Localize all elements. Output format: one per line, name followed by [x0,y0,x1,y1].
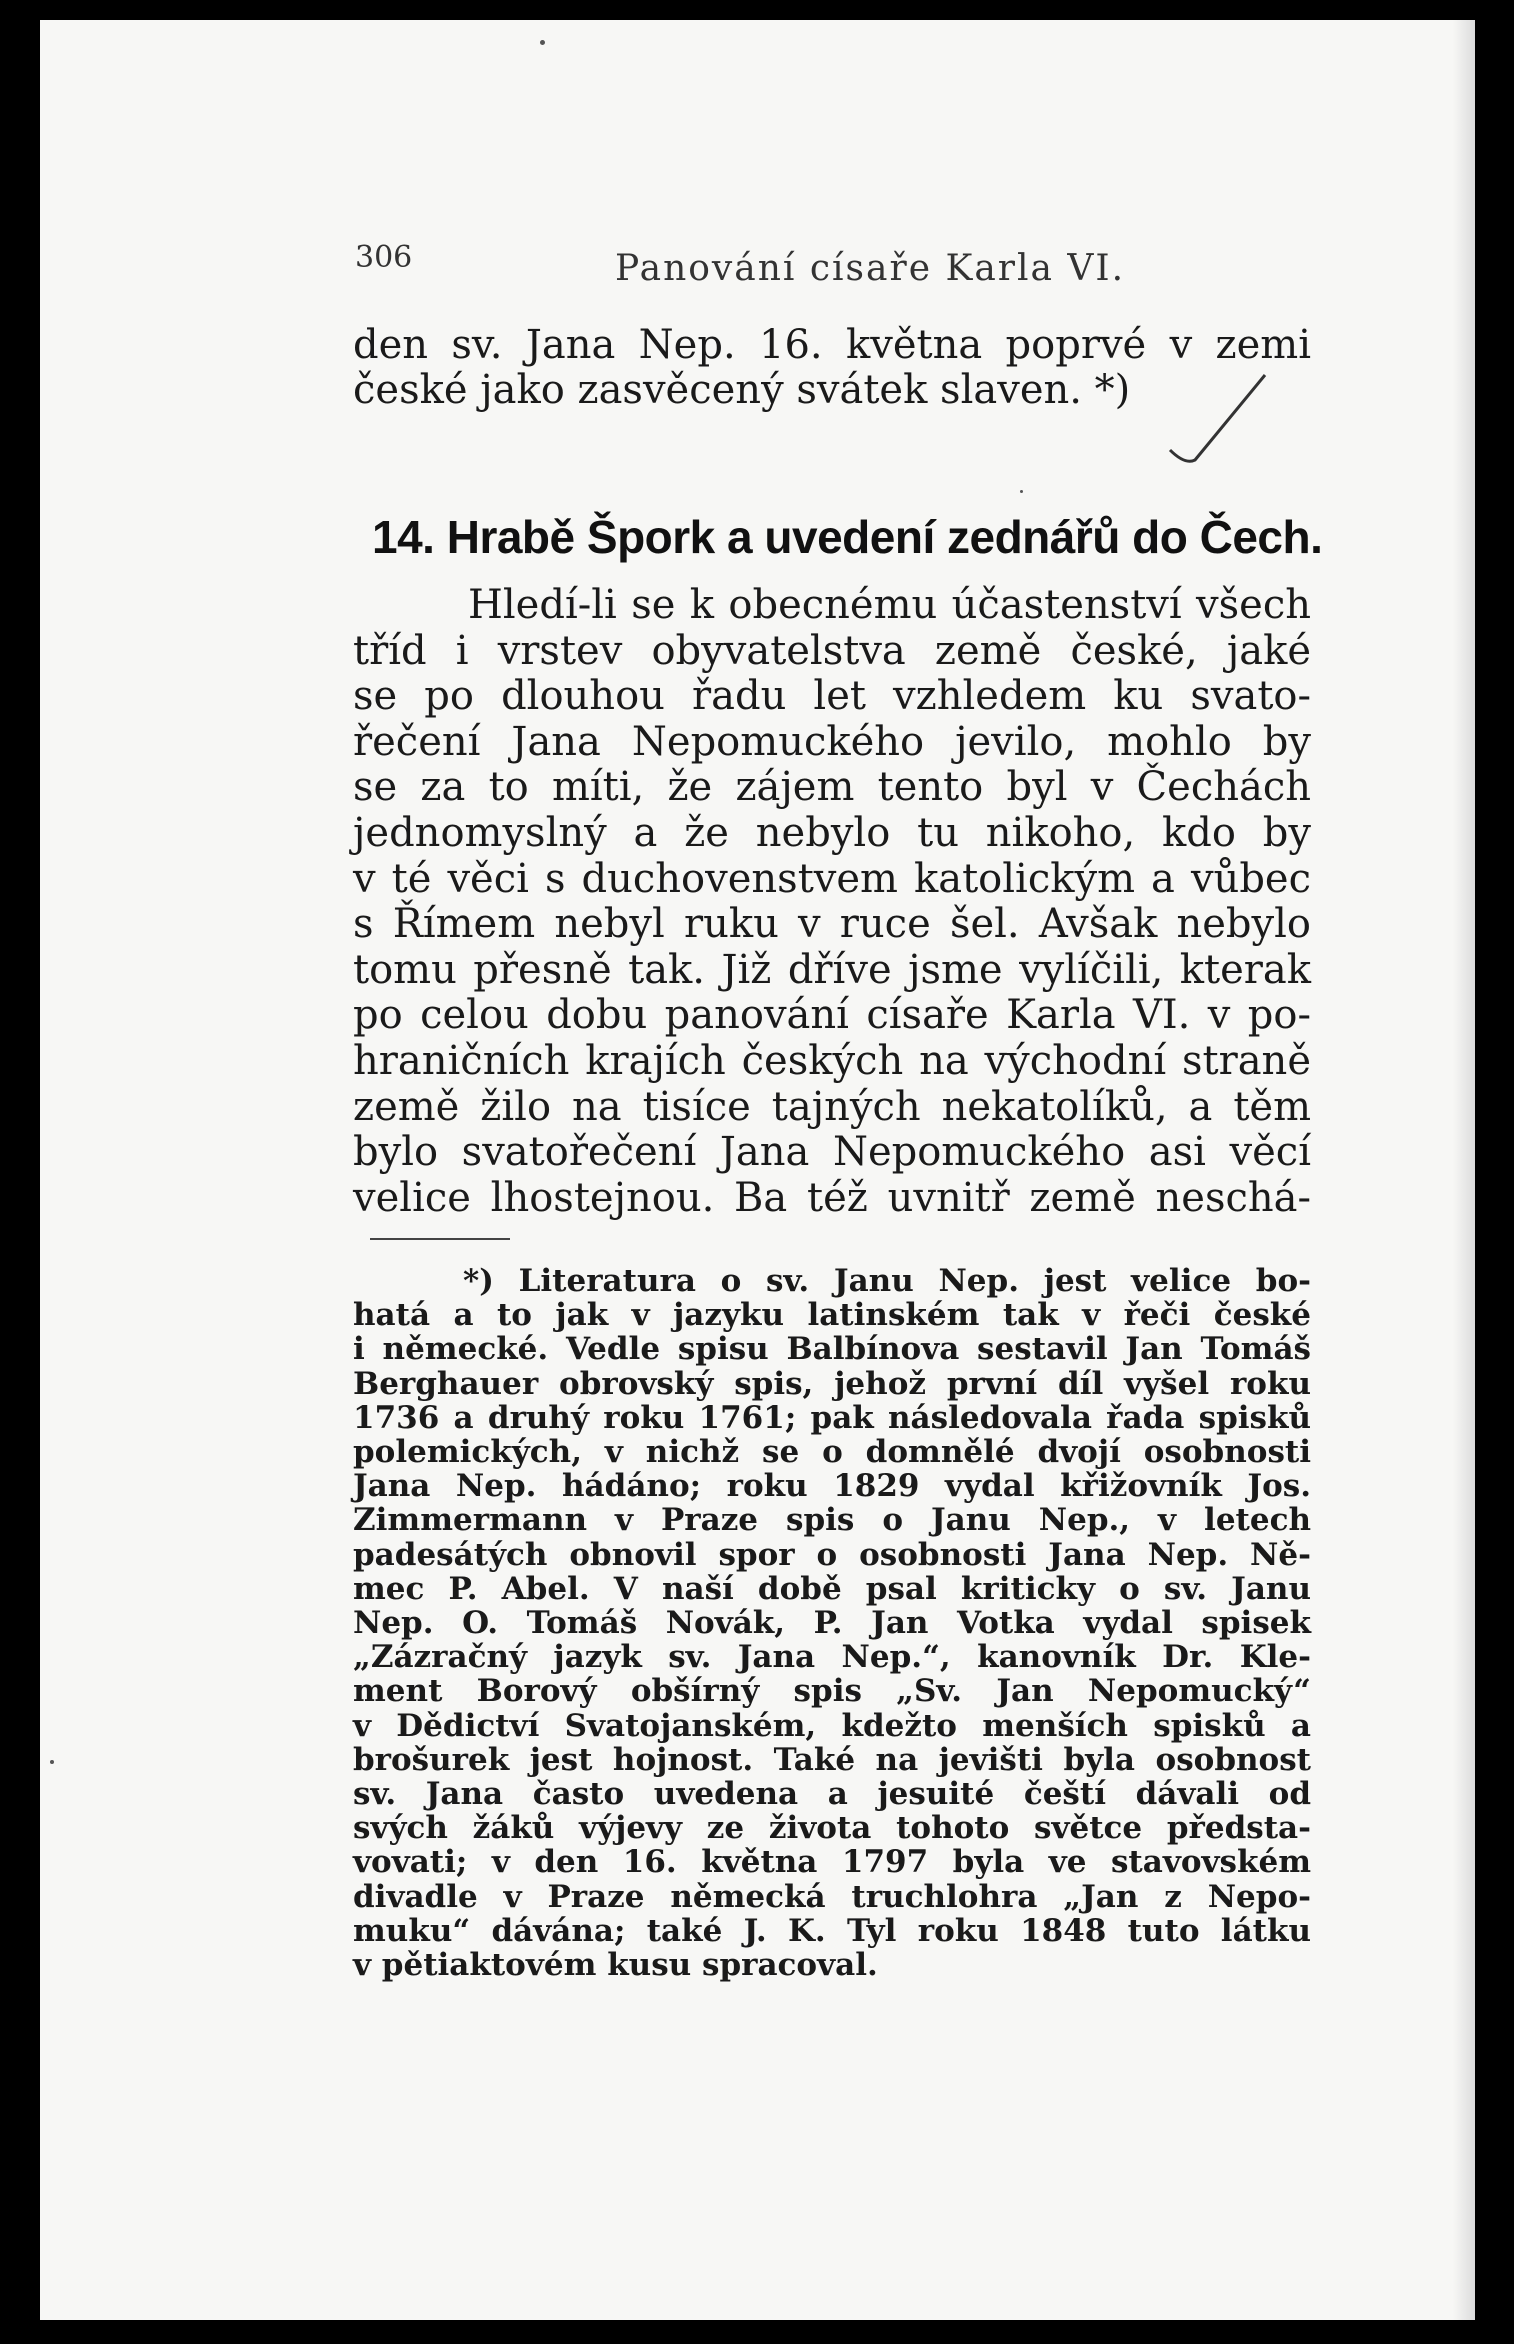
running-title: Panování císaře Karla VI. [615,248,1126,289]
text-line: české jako zasvěcený svátek slaven. *) [353,367,1131,413]
text-line: jednomyslný a že nebylo tu nikoho, kdo by [353,809,1311,856]
footnote-line: brošurek jest hojnost. Také na jevišti byla osobnost [353,1741,1311,1778]
text-line: v té věci s duchovenstvem katolickým a vůbec [353,855,1311,902]
footnote-line: Zimmermann v Praze spis o Janu Nep., v letech [353,1502,1311,1539]
footnote-line: v pětiaktovém kusu spracoval. [353,1947,878,1984]
text-line: velice lhostejnou. Ba též uvnitř země neschá- [353,1174,1311,1221]
text-line: po celou dobu panování císaře Karla VI. v po- [353,992,1311,1039]
section-heading: 14. Hrabě Špork a uvedení zednářů do Čech. [372,511,1323,563]
footnote-line: svých žáků výjevy ze života tohoto světce předsta- [353,1810,1311,1847]
text-line: země žilo na tisíce tajných nekatolíků, a těm [353,1083,1311,1130]
footnote-line: Berghauer obrovský spis, jehož první díl vyšel roku [353,1365,1311,1402]
text-line: bylo svatořečení Jana Nepomuckého asi věcí [353,1129,1311,1176]
scan-speck [540,40,545,45]
footnote-line: divadle v Praze německá truchlohra „Jan z Nepo- [353,1878,1311,1915]
text-line: se za to míti, že zájem tento byl v Čechách [353,764,1311,811]
page-header [40,20,1475,320]
text-line: hraničních krajích českých na východní straně [353,1037,1311,1084]
footnote-line: polemických, v nichž se o domnělé dvojí osobnosti [353,1434,1311,1471]
footnote-line: vovati; v den 16. května 1797 byla ve stavovském [353,1844,1311,1881]
page-edge-shadow [1453,20,1475,2320]
text-line: tomu přesně tak. Již dříve jsme vylíčili, kterak [353,946,1311,993]
body-paragraph [353,583,1311,1221]
scan-speck [50,1760,54,1764]
text-line: den sv. Jana Nep. 16. května poprvé v zemi [353,322,1311,368]
footnote-line: Jana Nep. hádáno; roku 1829 vydal křižovník Jos. [353,1468,1311,1505]
footnote-divider [370,1238,510,1240]
footnote-line: padesátých obnovil spor o osobnosti Jana Nep. Ně- [353,1536,1311,1573]
text-line: řečení Jana Nepomuckého jevilo, mohlo by [353,718,1311,765]
footnote-line: Nep. O. Tomáš Novák, P. Jan Votka vydal spisek [353,1605,1311,1642]
footnote-line: 1736 a druhý roku 1761; pak následovala řada spisků [353,1399,1311,1436]
footnote-line: muku“ dávána; také J. K. Tyl roku 1848 tuto látku [353,1912,1311,1949]
text-line: se po dlouhou řadu let vzhledem ku svato- [353,673,1311,720]
footnote-line: „Zázračný jazyk sv. Jana Nep.“, kanovník Dr. Kle- [353,1639,1311,1676]
text-line: s Římem nebyl ruku v ruce šel. Avšak nebylo [353,901,1311,948]
footnote-line: hatá a to jak v jazyku latinském tak v řeči české [353,1297,1311,1334]
scan-speck [1020,490,1023,493]
text-line: Hledí-li se k obecnému účastenství všech [468,582,1311,628]
book-page [40,20,1475,2320]
footnote-line: v Dědictví Svatojanském, kdežto menších spisků a [353,1707,1311,1744]
footnote-line: *) Literatura o sv. Janu Nep. jest velice bo- [463,1263,1311,1299]
page-number: 306 [355,240,413,275]
footnote-line: mec P. Abel. V naší době psal kriticky o sv. Janu [353,1570,1311,1607]
footnote-line: i německé. Vedle spisu Balbínova sestavil Jan Tomáš [353,1331,1311,1368]
footnote-line: ment Borový obšírný spis „Sv. Jan Nepomucký“ [353,1673,1311,1710]
footnote-line: sv. Jana často uvedena a jesuité čeští dávali od [353,1776,1311,1813]
continued-paragraph [353,323,1311,413]
text-line: tříd i vrstev obyvatelstva země české, jaké [353,627,1311,674]
footnote [353,1264,1311,1982]
